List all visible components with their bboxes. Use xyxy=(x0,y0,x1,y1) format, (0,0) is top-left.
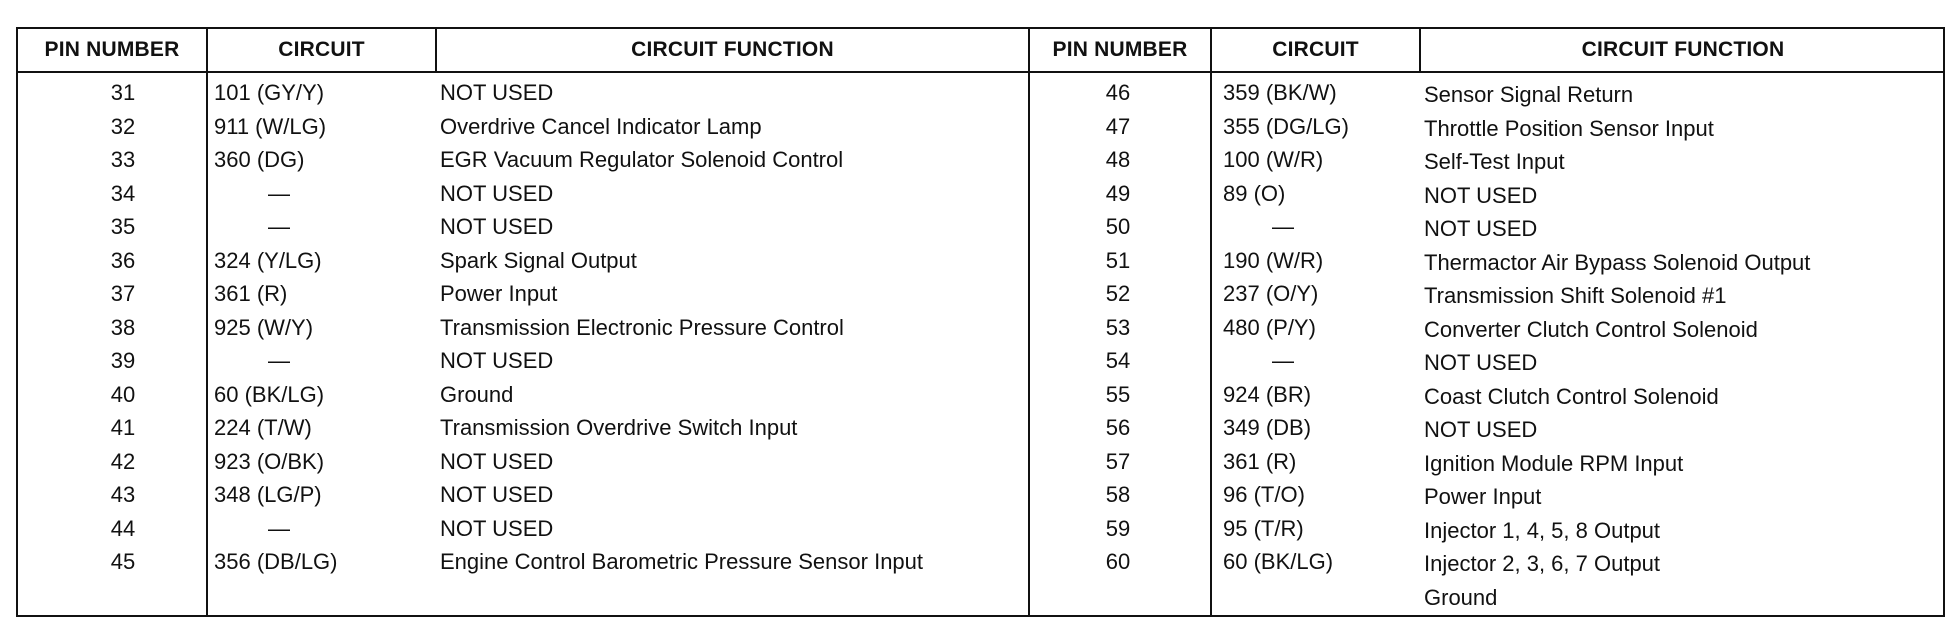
pin-cell: 53 xyxy=(1105,314,1131,340)
function-column xyxy=(1424,78,1942,614)
circuit-cell: 361 (R) xyxy=(1223,448,1297,474)
circuit-cell: 224 (T/W) xyxy=(214,415,312,440)
circuit-cell: 911 (W/LG) xyxy=(214,113,327,139)
pin-cell: 47 xyxy=(1105,113,1131,139)
function-cell: NOT USED xyxy=(440,214,554,239)
pin-cell: 41 xyxy=(110,415,136,440)
function-cell: Transmission Shift Solenoid #1 xyxy=(1424,283,1727,308)
pin-cell: 35 xyxy=(110,214,136,239)
circuit-cell: 356 (DB/LG) xyxy=(214,549,338,574)
pin-cell: 48 xyxy=(1105,147,1131,172)
function-column xyxy=(440,76,1024,612)
circuit-cell: 60 (BK/LG) xyxy=(1223,549,1334,574)
function-cell: NOT USED xyxy=(440,515,554,541)
function-cell: Coast Clutch Control Solenoid xyxy=(1424,383,1719,409)
function-cell: NOT USED xyxy=(1424,216,1538,241)
pin-cell: 57 xyxy=(1105,448,1131,474)
circuit-column xyxy=(214,76,429,579)
pin-cell: 56 xyxy=(1105,415,1131,440)
function-cell: Throttle Position Sensor Input xyxy=(1424,115,1714,141)
pin-cell: 51 xyxy=(1105,247,1131,273)
function-cell: Overdrive Cancel Indicator Lamp xyxy=(440,113,762,139)
circuit-cell: 361 (R) xyxy=(214,281,288,306)
pin-column xyxy=(78,76,168,579)
function-cell: Spark Signal Output xyxy=(440,247,637,273)
divider xyxy=(1210,29,1212,615)
pin-cell: 32 xyxy=(110,113,136,139)
circuit-cell: 60 (BK/LG) xyxy=(214,381,325,407)
function-cell: Transmission Overdrive Switch Input xyxy=(440,415,798,440)
pin-cell: 45 xyxy=(110,549,136,574)
pin-cell: 58 xyxy=(1105,482,1131,507)
pin-cell: 34 xyxy=(110,180,136,206)
function-cell: Converter Clutch Control Solenoid xyxy=(1424,316,1758,342)
circuit-cell: — xyxy=(268,214,290,239)
pin-cell: 44 xyxy=(110,515,136,541)
circuit-cell: — xyxy=(1272,348,1294,373)
function-cell: NOT USED xyxy=(440,180,554,206)
header-circuit-function: CIRCUIT FUNCTION xyxy=(1581,38,1785,61)
function-cell: Self-Test Input xyxy=(1424,149,1565,174)
function-cell: NOT USED xyxy=(440,482,554,507)
function-cell: Ignition Module RPM Input xyxy=(1424,450,1684,476)
pin-cell: 59 xyxy=(1105,515,1131,541)
circuit-cell: 923 (O/BK) xyxy=(214,448,325,474)
circuit-cell: 96 (T/O) xyxy=(1223,482,1305,507)
function-cell: EGR Vacuum Regulator Solenoid Control xyxy=(440,147,844,172)
circuit-cell: 89 (O) xyxy=(1223,180,1286,206)
pin-cell: 33 xyxy=(110,147,136,172)
pin-cell: 40 xyxy=(110,381,136,407)
circuit-cell: 359 (BK/W) xyxy=(1223,80,1337,105)
header-circuit: CIRCUIT xyxy=(1272,38,1359,61)
function-cell: Sensor Signal Return xyxy=(1424,82,1634,107)
circuit-column xyxy=(1223,76,1415,579)
circuit-cell: 100 (W/R) xyxy=(1223,147,1324,172)
pin-cell: 39 xyxy=(110,348,136,373)
function-cell: Transmission Electronic Pressure Control xyxy=(440,314,844,340)
circuit-cell: — xyxy=(268,180,290,206)
circuit-cell: 924 (BR) xyxy=(1223,381,1312,407)
header-pin-number: PIN NUMBER xyxy=(44,38,180,61)
function-cell: Injector 2, 3, 6, 7 Output xyxy=(1424,551,1661,576)
circuit-cell: 190 (W/R) xyxy=(1223,247,1324,273)
function-cell: Thermactor Air Bypass Solenoid Output xyxy=(1424,249,1811,275)
pin-cell: 43 xyxy=(110,482,136,507)
pin-column xyxy=(1068,76,1168,579)
header-circuit-function: CIRCUIT FUNCTION xyxy=(631,38,834,61)
function-cell: Power Input xyxy=(440,281,558,306)
function-cell: NOT USED xyxy=(440,80,554,105)
pin-cell: 60 xyxy=(1105,549,1131,574)
pin-cell: 54 xyxy=(1105,348,1131,373)
circuit-cell: 101 (GY/Y) xyxy=(214,80,325,105)
header-circuit: CIRCUIT xyxy=(278,38,365,61)
function-cell: NOT USED xyxy=(1424,182,1538,208)
circuit-cell: 925 (W/Y) xyxy=(214,314,314,340)
pin-table xyxy=(16,27,1945,617)
circuit-cell: 355 (DG/LG) xyxy=(1223,113,1349,139)
header-pin-number: PIN NUMBER xyxy=(1052,38,1188,61)
function-cell: Injector 1, 4, 5, 8 Output xyxy=(1424,517,1661,543)
function-cell: Engine Control Barometric Pressure Sensor Input xyxy=(440,549,924,574)
circuit-cell: — xyxy=(268,515,290,541)
divider xyxy=(206,29,208,615)
function-cell: NOT USED xyxy=(440,448,554,474)
circuit-cell: 237 (O/Y) xyxy=(1223,281,1319,306)
circuit-cell: — xyxy=(268,348,290,373)
function-cell: NOT USED xyxy=(1424,350,1538,375)
pin-cell: 46 xyxy=(1105,80,1131,105)
pin-cell: 37 xyxy=(110,281,136,306)
pin-cell: 49 xyxy=(1105,180,1131,206)
pin-cell: 38 xyxy=(110,314,136,340)
function-cell: NOT USED xyxy=(1424,417,1538,442)
circuit-cell: 360 (DG) xyxy=(214,147,305,172)
circuit-cell: 95 (T/R) xyxy=(1223,515,1304,541)
function-cell: NOT USED xyxy=(440,348,554,373)
circuit-cell: — xyxy=(1272,214,1294,239)
circuit-cell: 480 (P/Y) xyxy=(1223,314,1316,340)
function-cell: Power Input xyxy=(1424,484,1542,509)
circuit-cell: 349 (DB) xyxy=(1223,415,1312,440)
pin-cell: 55 xyxy=(1105,381,1131,407)
function-cell: Ground xyxy=(440,381,514,407)
pin-cell: 52 xyxy=(1105,281,1131,306)
pin-cell: 36 xyxy=(110,247,136,273)
divider xyxy=(1028,29,1030,615)
pin-cell: 50 xyxy=(1105,214,1131,239)
circuit-cell: 348 (LG/P) xyxy=(214,482,322,507)
pin-cell: 31 xyxy=(110,80,136,105)
function-cell-trailing: Ground xyxy=(1424,584,1498,610)
circuit-cell: 324 (Y/LG) xyxy=(214,247,322,273)
pin-cell: 42 xyxy=(110,448,136,474)
